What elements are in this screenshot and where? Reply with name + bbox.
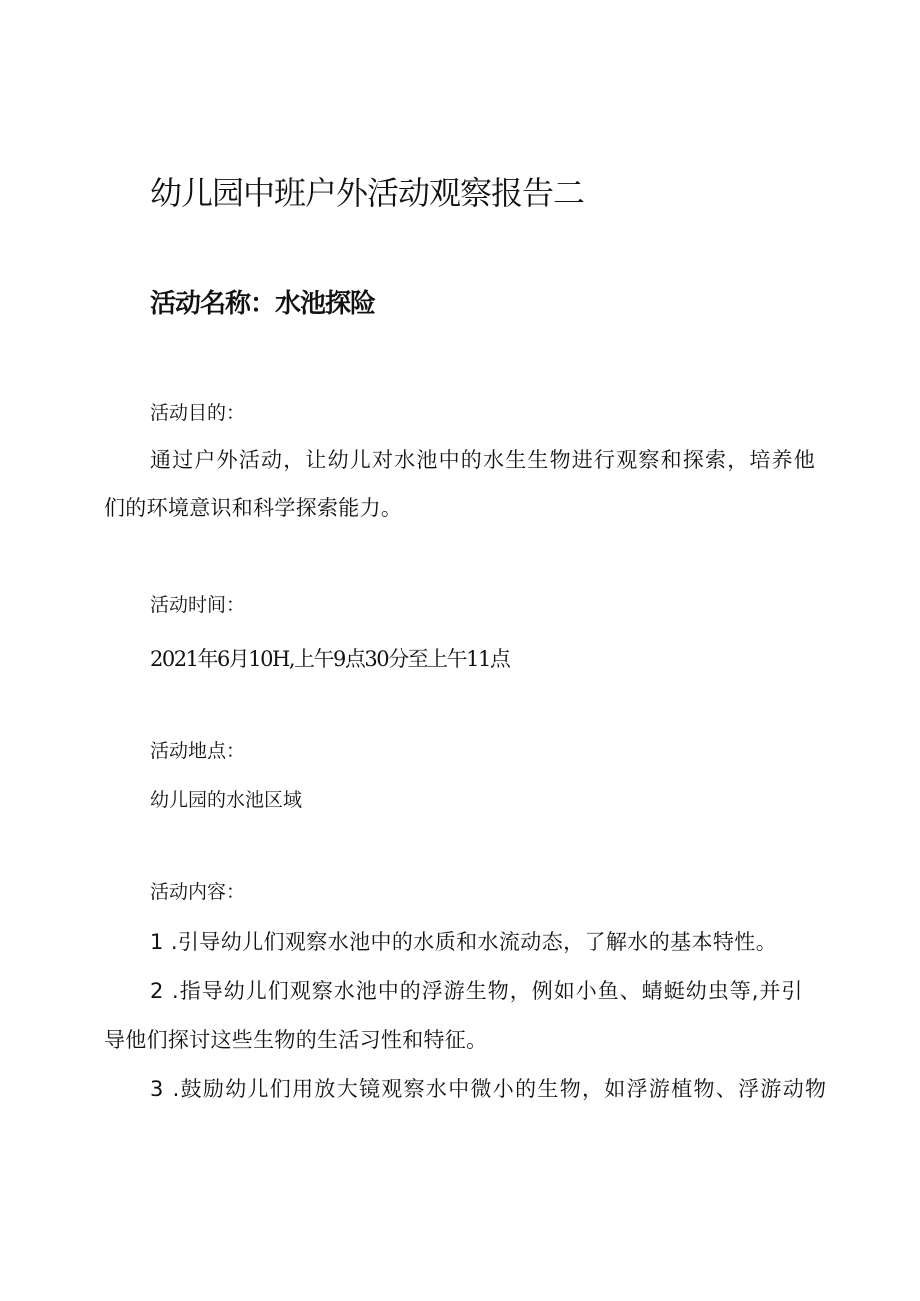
activity-name-heading: 活动名称：水池探险: [150, 289, 376, 319]
purpose-label: 活动目的：: [150, 402, 246, 424]
location-label: 活动地点：: [150, 740, 246, 762]
content-item-3-line-1: 3 .鼓励幼儿们用放大镜观察水中微小的生物，如浮游植物、浮游动物: [150, 1077, 828, 1101]
purpose-text-line-2: 们的环境意识和科学探索能力。: [104, 496, 403, 520]
content-item-2-line-1: 2 .指导幼儿们观察水池中的浮游生物，例如小鱼、蜻蜓幼虫等,并引: [150, 979, 804, 1003]
time-label: 活动时间：: [150, 594, 246, 616]
time-value: 2021年6月10H,上午9点30分至上午11点: [150, 647, 510, 671]
content-item-2-line-2: 导他们探讨这些生物的生活习性和特征。: [104, 1028, 488, 1052]
page-title: 幼儿园中班户外活动观察报告二: [150, 174, 585, 212]
purpose-text-line-1: 通过户外活动，让幼儿对水池中的水生生物进行观察和探索，培养他: [150, 448, 816, 472]
content-item-1: 1 .引导幼儿们观察水池中的水质和水流动态，了解水的基本特性。: [150, 930, 778, 954]
location-value: 幼儿园的水池区域: [150, 789, 303, 811]
content-label: 活动内容：: [150, 881, 246, 903]
